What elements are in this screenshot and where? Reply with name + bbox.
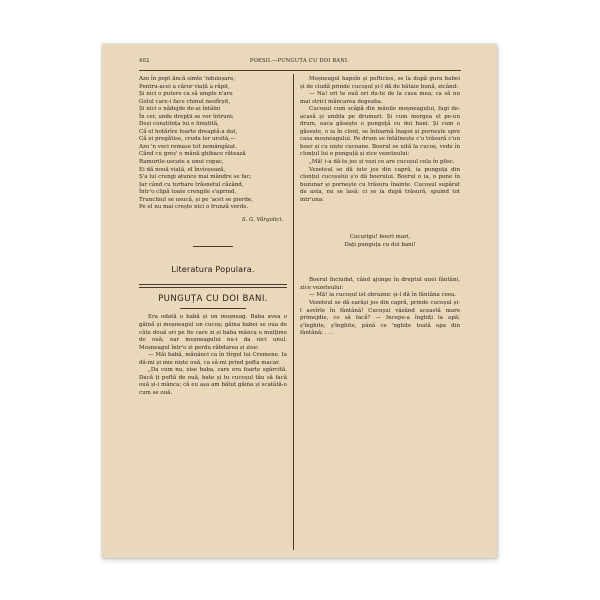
poem-line: Azo 'n veci remase tot nemângâiat. [139,143,237,150]
poem-line: Iar când cu turbare trăsnetul căzând, [139,181,244,188]
poem-signature: S. G. Vârgolici. [241,216,283,223]
story-title-rule [180,308,246,309]
poem-line: Ei dă nouă viață, el învioșează, [139,166,226,173]
poem-line: Și nici o nădejde de-ai întâlni [139,106,221,113]
story-paragraph: Vezeteul se dă earăși jos din capră, prinde cucoșul și-l asvîrle în fântână! Cucoșul văzând această mare primejdie, ce să facă? — Incepe-a înghiți la apă; ș'înghite, ș'înghite, până ce 'nghite toată apa din fântână; . . . [300,300,460,337]
story-paragraph: — Măi babă, mănânci ca în tîrgul lui Cremene. Ia dă-mi și mie niște ouă, ca să-mi prind pofta macar. [139,352,287,366]
story-paragraph: Cucoșul cum scăpă din mânile moșneagului, fugi de-acasă și umbla pe drumuri. Și cum mergea el pe-un drum, eaca găsește o punguță cu doi bani. Și cum o găsește, o ia în clonț, se întoarnă înapoi și pornește spre casa moșneagului. Pe drum se întâlnește c'o trăsură c'un boer și cu niște cucoane. Boerul se uită la cucoș, vede în clonțul lui o punguță și zice vezeteului: [300,106,460,158]
story-paragraph: — Mă! ia cucoșul ist obraznic și-l dă în fântâna ceea. [309,292,457,299]
poem-line: Pentru-acei a căror viață a răpit, [139,83,230,90]
poem-line: Când cu greș' o mână ghibace rătează [139,151,246,158]
poem-line: Trunchiul se usucă, și pe 'acet se pierde, [139,196,253,203]
rooster-verse [300,234,460,249]
poem-line: Că ei pregătise, cruda lor ursită,— [139,136,236,143]
poem-line: Deși conștiința lui e liniștită, [139,121,219,128]
story-paragraph: — Na! ori te ouă ori du-te de la casa mea; ca să nu mai strici mâncarea degeaba. [300,91,460,105]
poem-line: Azo în pept ăncă simte 'nduioșare, [139,76,236,82]
poem-line: Pe el nu mai crește nici o frunză verde. [139,204,249,211]
right-column [300,76,460,338]
double-rule [139,284,287,288]
verse-line: Cucurigu! boeri mari, [349,234,411,241]
section-separator [193,246,233,247]
column-divider [293,74,294,550]
poem-line: Că el hotărîre foarte dreaptă-a dat, [139,128,238,135]
poem-line: Într'o clipă toate crengile s'aprind, [139,189,237,196]
story-title: PUNGUȚA CU DOI BANI. [158,293,268,304]
verse-line: Dați punguța cu doi bani! [344,241,416,248]
header-rule [139,70,461,71]
poem-line: Și nici o putere ca să umple n'are [139,91,233,98]
section-title: Literatura Populara. [171,264,255,275]
running-title: POESII.—PUNGUȚA CU DOI BANI. [249,58,350,64]
page-header [102,56,497,68]
book-page [102,44,497,558]
story-paragraph: „Mă! i-a dă-te jos și vezi ce are cucoșul cela în plisc. [309,159,455,166]
poem [139,76,287,224]
left-column [139,76,287,398]
poem-line: Ramurile-uscate a unui copac, [139,159,224,166]
poem-line: Golul care-i face chinul nesfîrșit, [139,98,231,105]
page-number: 402 [139,58,150,64]
poem-line: Ș'a lui crengi atunce mai mândre se fac; [139,174,252,181]
story-paragraph: Boerul înciudat, când ajunge în dreptul unei fântâni, zice vezeteului: [300,277,460,291]
story-paragraph: „Da cum nu, zise baba, care era foarte sgârcită. Dacă ți poftă de ouă, bate și tu cucoșul tău să facă ouă și-i mânca; că eu așa am bătut găina și scatâtă-o cum se ouă. [139,367,287,396]
story-paragraph: Era odată o babă și un moșneag. Baba avea o găină și moșneagul un cucoș; găina babei se oua de câte două ori pe fie care zi și baba mânca o mulțime de ouă; ear moșneagului nu-i da nici unul. Moșneagul într'o zi perdu răbdarea și zise: [139,314,287,351]
poem-line: În cer, unde drepții se vor întruni; [139,113,234,120]
story-paragraph: Vezeteul se dă iute jos din capră, ia punguța din clonțul cucoșului ș'o dă boerului. Boerul o ia, o pune în buzunar și pornește cu trăsura înainte. Cucoșul supărat de asta, nu se lasă; ci se ia după trăsură, spuind tot intr'una: [300,166,460,203]
story-paragraph: Moșneagul hapsîn și pofticios, se la după gura babei și de ciudă prinde cucoșul și-l dă de bătaie bună, zicând: [300,76,460,90]
